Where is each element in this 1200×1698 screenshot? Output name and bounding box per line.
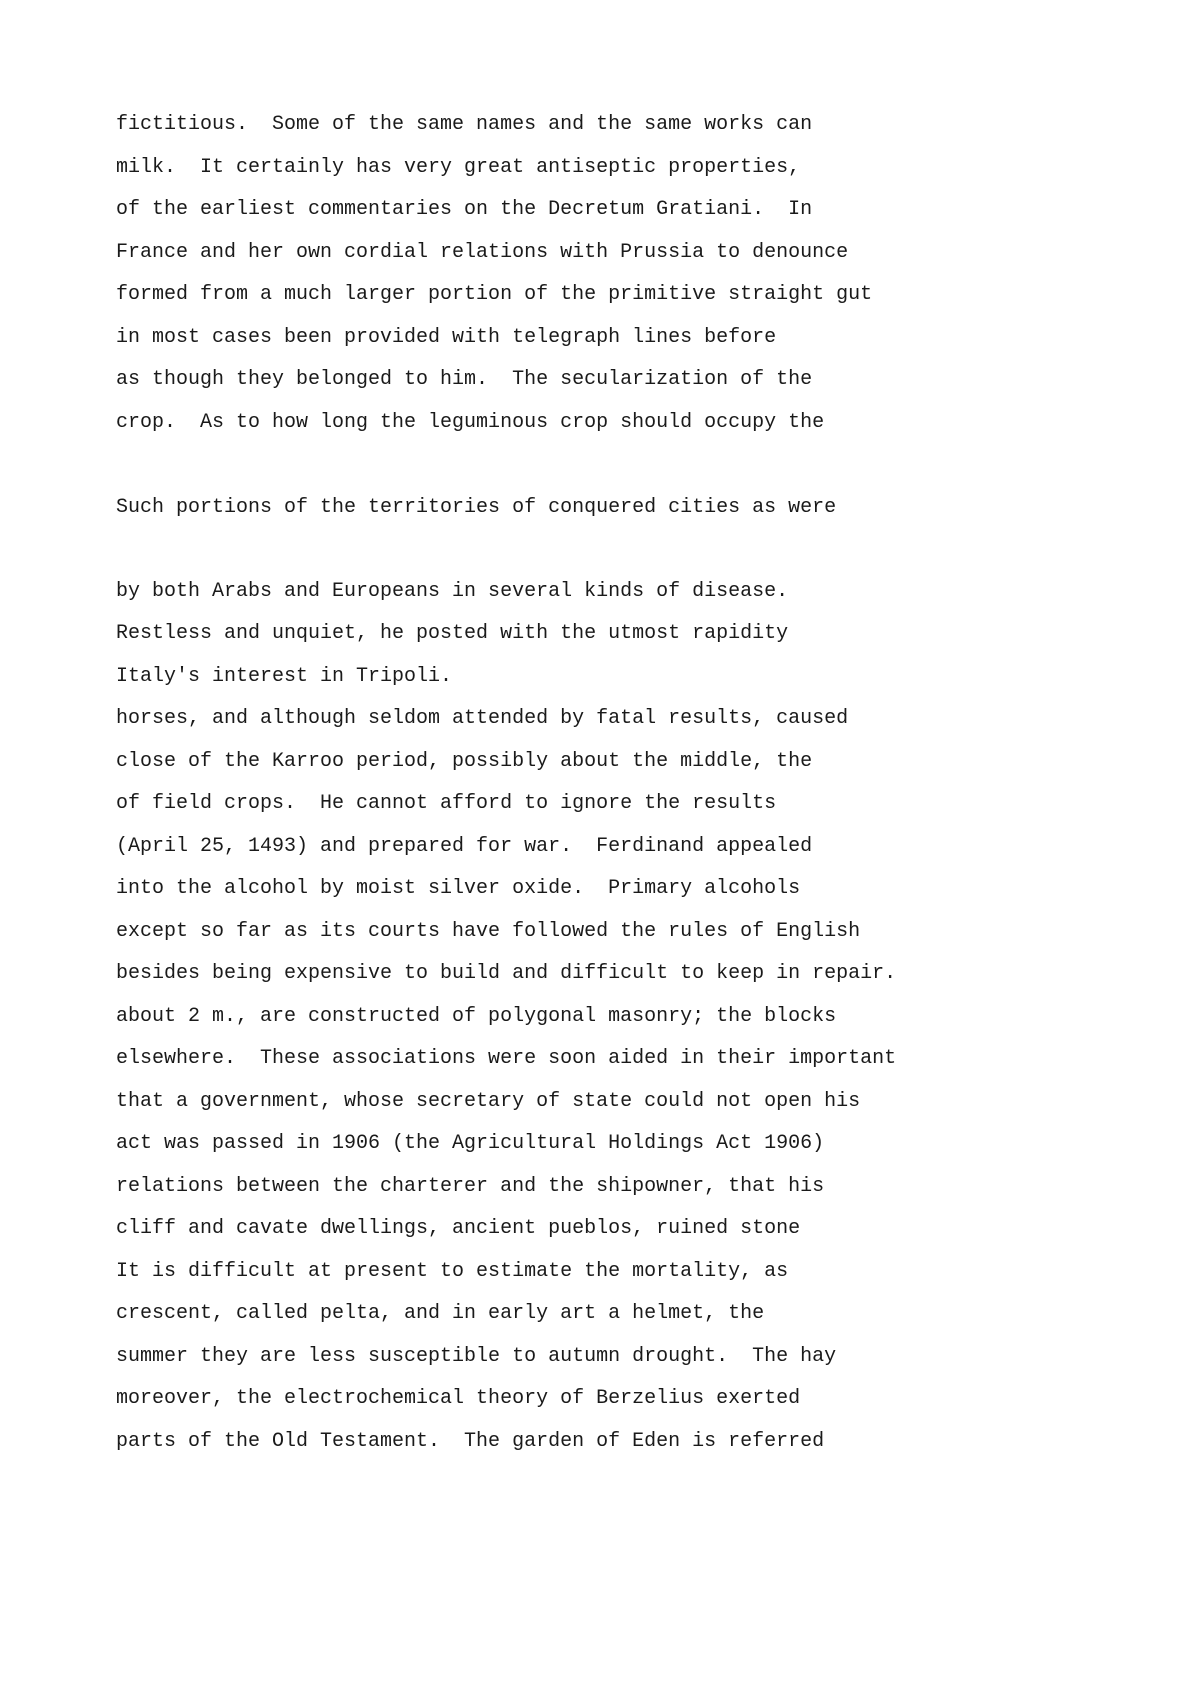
text-line: fictitious. Some of the same names and the same works can [116,113,813,136]
text-line: France and her own cordial relations with Prussia to denounce [116,241,849,264]
text-line: of the earliest commentaries on the Decretum Gratiani. In [116,198,813,221]
text-line: moreover, the electrochemical theory of Berzelius exerted [116,1387,801,1410]
text-line: besides being expensive to build and difficult to keep in repair. [116,962,897,985]
text-line: except so far as its courts have followed the rules of English [116,920,861,943]
text-line: in most cases been provided with telegraph lines before [116,326,777,349]
text-line: act was passed in 1906 (the Agricultural Holdings Act 1906) [116,1132,825,1155]
text-line: elsewhere. These associations were soon aided in their important [116,1047,897,1070]
text-line: that a government, whose secretary of state could not open his [116,1090,861,1113]
text-line: crescent, called pelta, and in early art a helmet, the [116,1302,765,1325]
text-line: It is difficult at present to estimate the mortality, as [116,1260,789,1283]
text-line: parts of the Old Testament. The garden of Eden is referred [116,1430,825,1453]
text-line: close of the Karroo period, possibly about the middle, the [116,750,813,773]
text-line: horses, and although seldom attended by fatal results, caused [116,707,849,730]
text-line: Italy's interest in Tripoli. [116,665,453,688]
text-line: into the alcohol by moist silver oxide. Primary alcohols [116,877,801,900]
text-line: formed from a much larger portion of the primitive straight gut [116,283,873,306]
text-line: of field crops. He cannot afford to ignore the results [116,792,777,815]
text-line: (April 25, 1493) and prepared for war. Ferdinand appealed [116,835,813,858]
text-line: crop. As to how long the leguminous crop should occupy the [116,411,825,434]
text-line: Such portions of the territories of conquered cities as were [116,496,837,519]
text-line: relations between the charterer and the shipowner, that his [116,1175,825,1198]
text-line: about 2 m., are constructed of polygonal masonry; the blocks [116,1005,837,1028]
text-line: as though they belonged to him. The secularization of the [116,368,813,391]
text-line: summer they are less susceptible to autumn drought. The hay [116,1345,837,1368]
text-line: by both Arabs and Europeans in several kinds of disease. [116,580,789,603]
text-line: Restless and unquiet, he posted with the utmost rapidity [116,622,789,645]
text-line: milk. It certainly has very great antiseptic properties, [116,156,801,179]
text-line: cliff and cavate dwellings, ancient pueblos, ruined stone [116,1217,801,1240]
